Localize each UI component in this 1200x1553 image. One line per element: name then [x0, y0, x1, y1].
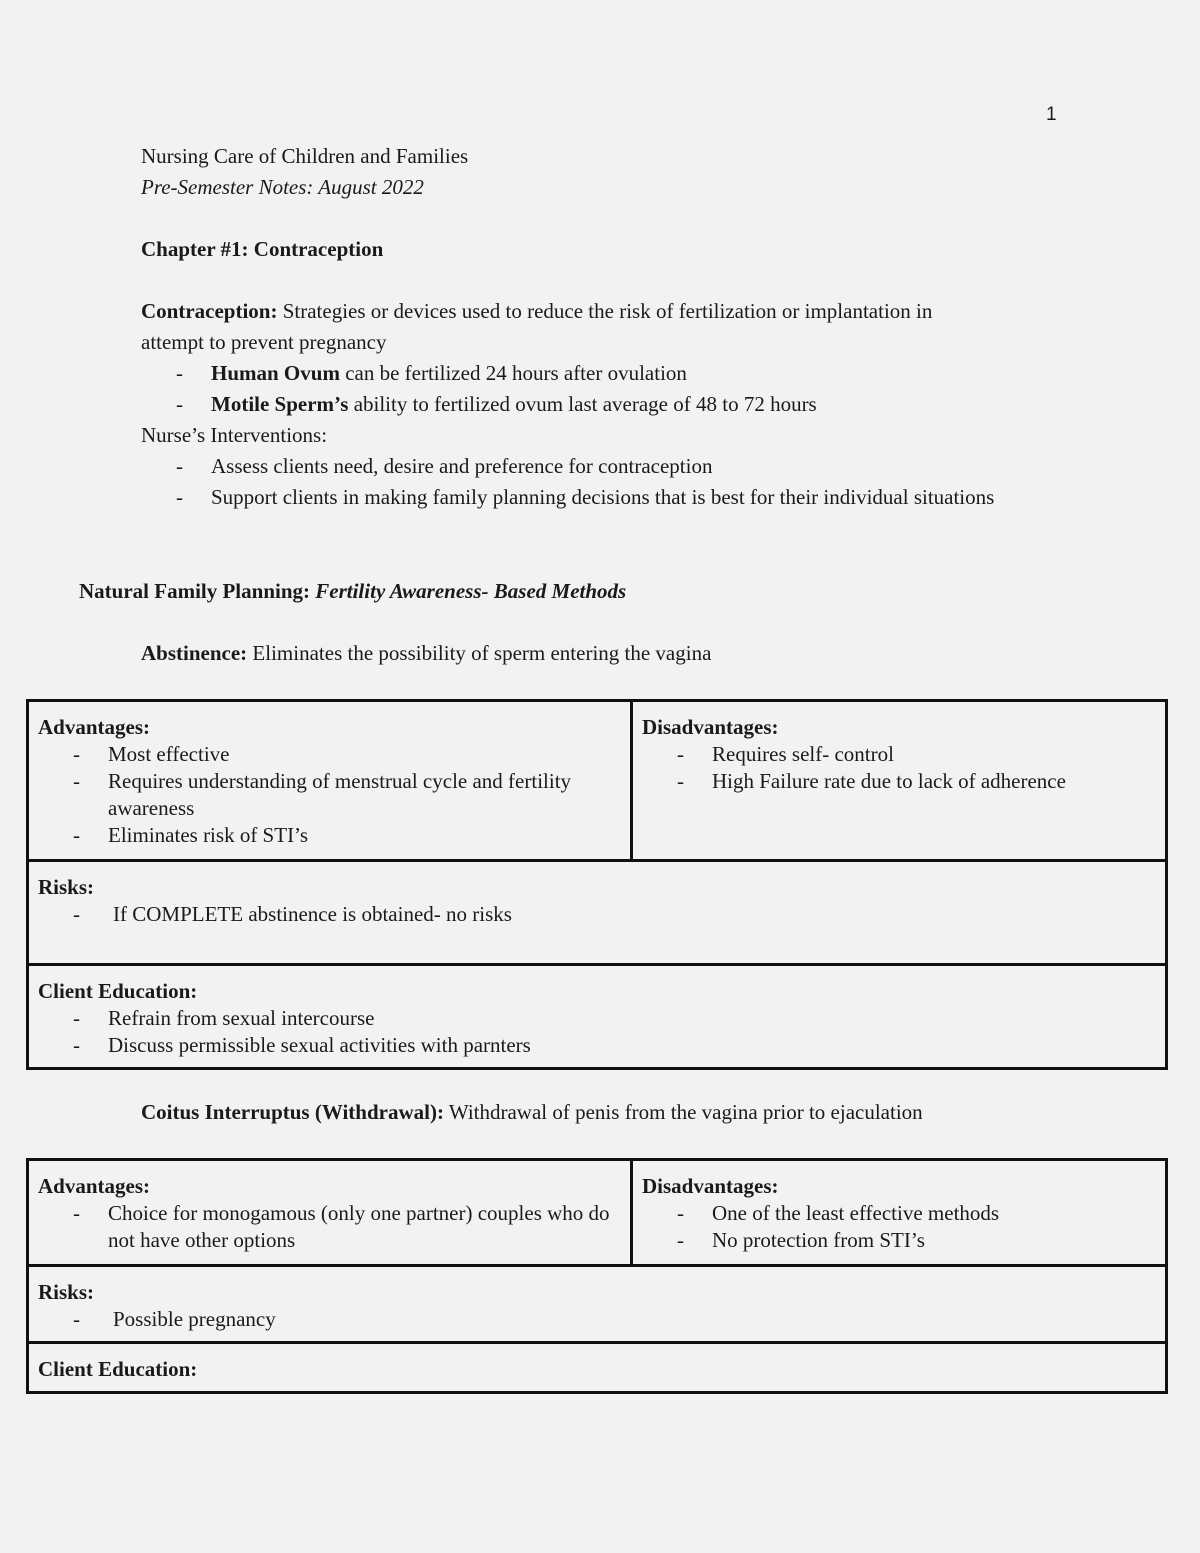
interventions-label: Nurse’s Interventions:	[141, 423, 328, 447]
list-item: - High Failure rate due to lack of adherence	[642, 768, 1157, 795]
fact-term: Human Ovum	[211, 361, 340, 385]
abstinence-definition	[141, 638, 711, 669]
advantages-list	[38, 741, 622, 849]
education-label: Client Education:	[38, 1357, 198, 1381]
withdrawal-definition	[141, 1097, 923, 1128]
disadvantages-list	[642, 741, 1157, 795]
list-item: - Discuss permissible sexual activities with parnters	[38, 1032, 1157, 1059]
risks-cell	[29, 1267, 1165, 1341]
education-cell	[29, 966, 1165, 1067]
list-item: - Refrain from sexual intercourse	[38, 1005, 1157, 1032]
list-item: - Eliminates risk of STI’s	[38, 822, 622, 849]
fact-text: ability to fertilized ovum last average of 48 to 72 hours	[348, 392, 817, 416]
withdrawal-table	[26, 1158, 1168, 1394]
abstinence-term: Abstinence:	[141, 641, 248, 665]
list-item: - Possible pregnancy	[38, 1306, 1157, 1333]
table-row	[29, 859, 1165, 963]
disadvantages-label: Disadvantages:	[642, 1174, 779, 1198]
risks-list	[38, 901, 1157, 928]
contraception-section	[141, 296, 1141, 513]
disadvantages-cell	[633, 1161, 1165, 1264]
advantages-cell	[29, 702, 633, 859]
list-item	[141, 358, 1141, 389]
risks-list	[38, 1306, 1157, 1333]
list-item: - No protection from STI’s	[642, 1227, 1157, 1254]
definition-term: Contraception:	[141, 299, 278, 323]
list-item: - If COMPLETE abstinence is obtained- no risks	[38, 901, 1157, 928]
list-item	[141, 389, 1141, 420]
advantages-label: Advantages:	[38, 715, 151, 739]
list-item: - Requires understanding of menstrual cycle and fertility awareness	[38, 768, 622, 822]
chapter-title: Chapter #1: Contraception	[141, 237, 384, 261]
abstinence-desc: Eliminates the possibility of sperm entering the vagina	[247, 641, 712, 665]
interventions-list	[141, 451, 1011, 513]
definition-text: Strategies or devices used to reduce the risk of fertilization or implantation in	[277, 299, 933, 323]
course-title: Nursing Care of Children and Families	[141, 144, 469, 168]
table-row	[29, 963, 1165, 1067]
risks-label: Risks:	[38, 1280, 95, 1304]
list-item: - Support clients in making family planning decisions that is best for their individual situations	[141, 482, 1011, 513]
abstinence-table	[26, 699, 1168, 1070]
education-list	[38, 1005, 1157, 1059]
education-label: Client Education:	[38, 979, 198, 1003]
facts-list	[141, 358, 1141, 420]
list-item: - Most effective	[38, 741, 622, 768]
table-row	[29, 1341, 1165, 1391]
document-header	[141, 141, 468, 203]
advantages-label: Advantages:	[38, 1174, 151, 1198]
advantages-list	[38, 1200, 622, 1254]
withdrawal-desc: Withdrawal of penis from the vagina prior to ejaculation	[443, 1100, 923, 1124]
notes-subtitle: Pre-Semester Notes: August 2022	[141, 175, 424, 199]
table-row	[29, 1264, 1165, 1341]
definition-text-cont: attempt to prevent pregnancy	[141, 330, 387, 354]
list-item: - Choice for monogamous (only one partner) couples who do not have other options	[38, 1200, 622, 1254]
list-item: - Requires self- control	[642, 741, 1157, 768]
list-item: - One of the least effective methods	[642, 1200, 1157, 1227]
page-number: 1	[1046, 104, 1057, 125]
definition-line	[141, 296, 1141, 327]
withdrawal-term: Coitus Interruptus (Withdrawal):	[141, 1100, 444, 1124]
disadvantages-cell	[633, 702, 1165, 859]
list-item: - Assess clients need, desire and preference for contraception	[141, 451, 1011, 482]
education-cell	[29, 1344, 1165, 1391]
nfp-heading-method: Fertility Awareness- Based Methods	[315, 579, 627, 603]
risks-label: Risks:	[38, 875, 95, 899]
disadvantages-list	[642, 1200, 1157, 1254]
table-row	[29, 1161, 1165, 1264]
nfp-heading	[79, 576, 626, 607]
nfp-heading-label: Natural Family Planning:	[79, 579, 311, 603]
table-row	[29, 702, 1165, 859]
fact-text: can be fertilized 24 hours after ovulation	[339, 361, 687, 385]
advantages-cell	[29, 1161, 633, 1264]
disadvantages-label: Disadvantages:	[642, 715, 779, 739]
fact-term: Motile Sperm’s	[211, 392, 349, 416]
risks-cell	[29, 862, 1165, 963]
